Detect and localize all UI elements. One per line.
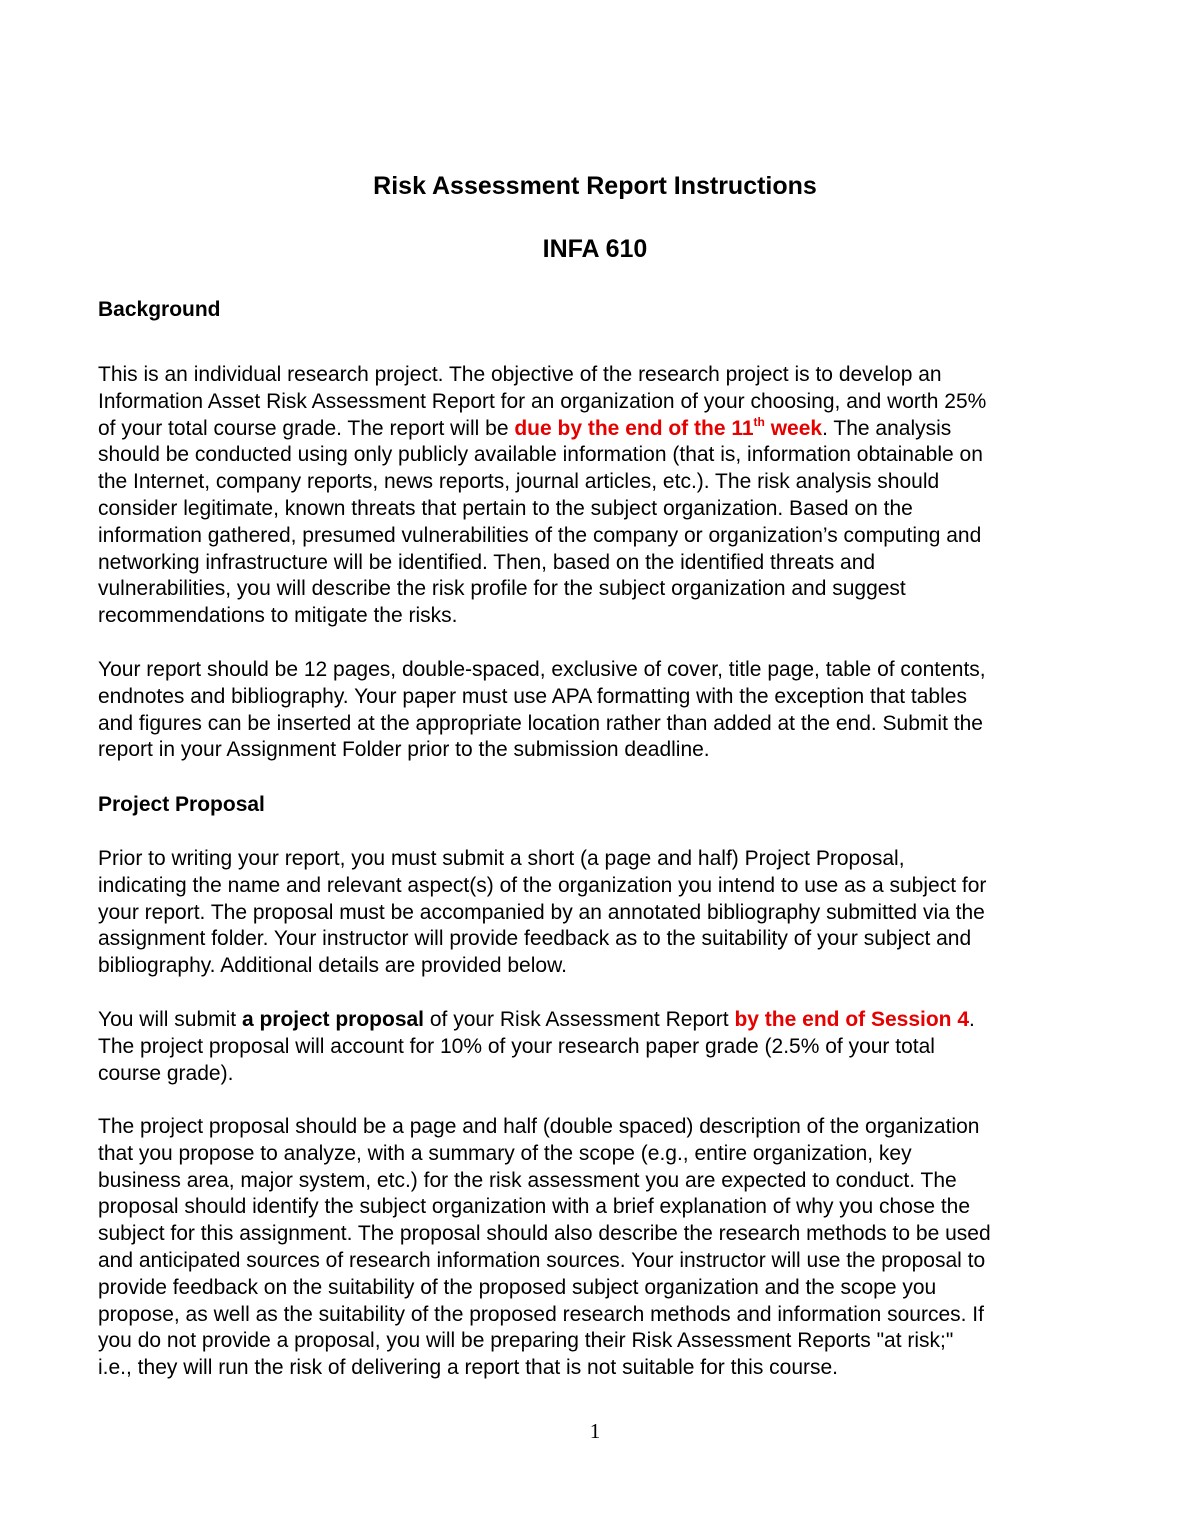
text-line: i.e., they will run the risk of delivering a report that is not suitable for this course.	[98, 1356, 839, 1380]
text-line: consider legitimate, known threats that pertain to the subject organization. Based on the	[98, 496, 913, 520]
text-line: Prior to writing your report, you must submit a short (a page and half) Project Proposal,	[98, 847, 905, 870]
text-line: provide feedback on the suitability of the proposed subject organization and the scope you	[98, 1275, 937, 1299]
text-line: endnotes and bibliography. Your paper must use APA formatting with the exception that tables	[98, 684, 967, 708]
text-line: recommendations to mitigate the risks.	[98, 604, 458, 628]
text-line: assignment folder. Your instructor will provide feedback as to the suitability of your subject and	[98, 927, 972, 951]
text-line: networking infrastructure will be identified. Then, based on the identified threats and	[98, 550, 876, 574]
text-line: Information Asset Risk Assessment Report for an organization of your choosing, and worth 25%	[98, 389, 987, 413]
text-line: you do not provide a proposal, you will be preparing their Risk Assessment Reports "at risk;"	[98, 1329, 954, 1353]
text-line: proposal should identify the subject organization with a brief explanation of why you chose the	[98, 1195, 971, 1219]
text-line: your report. The proposal must be accompanied by an annotated bibliography submitted via the	[98, 900, 985, 924]
text-line: course grade).	[98, 1061, 234, 1085]
text-line: bibliography. Additional details are provided below.	[98, 954, 567, 978]
page-number: 1	[589, 1419, 601, 1443]
background-paragraph-2	[98, 657, 1098, 764]
background-paragraph-1	[98, 362, 1098, 630]
text-line: vulnerabilities, you will describe the risk profile for the subject organization and suggest	[98, 577, 906, 601]
text-line: propose, as well as the suitability of the proposed research methods and information sources. If	[98, 1302, 984, 1326]
text-line: Your report should be 12 pages, double-spaced, exclusive of cover, title page, table of contents,	[98, 658, 986, 681]
text-line: This is an individual research project. The objective of the research project is to develop an	[98, 363, 942, 386]
text-line: The project proposal will account for 10% of your research paper grade (2.5% of your total	[98, 1034, 935, 1058]
text-line: report in your Assignment Folder prior to the submission deadline.	[98, 738, 710, 762]
section-heading-background: Background	[98, 298, 221, 321]
text-line: indicating the name and relevant aspect(s) of the organization you intend to use as a subject for	[98, 873, 987, 897]
text-line: subject for this assignment. The proposal should also describe the research methods to be used	[98, 1222, 991, 1246]
text-line: that you propose to analyze, with a summary of the scope (e.g., entire organization, key	[98, 1141, 912, 1165]
text-line: information gathered, presumed vulnerabilities of the company or organization’s computing and	[98, 523, 982, 547]
text-line: business area, major system, etc.) for the risk assessment you are expected to conduct. The	[98, 1168, 957, 1192]
emphasis-text: a project proposal	[241, 1008, 425, 1031]
deadline-highlight: by the end of Session 4	[734, 1008, 970, 1031]
text-line: the Internet, company reports, news reports, journal articles, etc.). The risk analysis should	[98, 470, 940, 494]
text-line: and figures can be inserted at the appropriate location rather than added at the end. Submit the	[98, 711, 983, 735]
proposal-paragraph-3	[98, 1114, 1098, 1382]
document-title: Risk Assessment Report Instructions	[373, 172, 817, 200]
proposal-paragraph-1	[98, 846, 1098, 980]
text-line: The project proposal should be a page and half (double spaced) description of the organization	[98, 1115, 980, 1138]
text-line: and anticipated sources of research information sources. Your instructor will use the proposal to	[98, 1248, 986, 1272]
proposal-paragraph-2	[98, 1007, 1098, 1087]
text-line: should be conducted using only publicly available information (that is, information obtainable on	[98, 443, 983, 467]
text-line-with-deadline: You will submit a project proposal of your Risk Assessment Report by the end of Session 4.	[98, 1008, 975, 1031]
text-line-with-deadline: of your total course grade. The report will be due by the end of the 11th week. The analysis	[98, 414, 952, 440]
section-heading-project-proposal: Project Proposal	[98, 793, 265, 816]
course-code: INFA 610	[542, 235, 648, 263]
deadline-highlight: due by the end of the 11th week	[514, 414, 823, 440]
